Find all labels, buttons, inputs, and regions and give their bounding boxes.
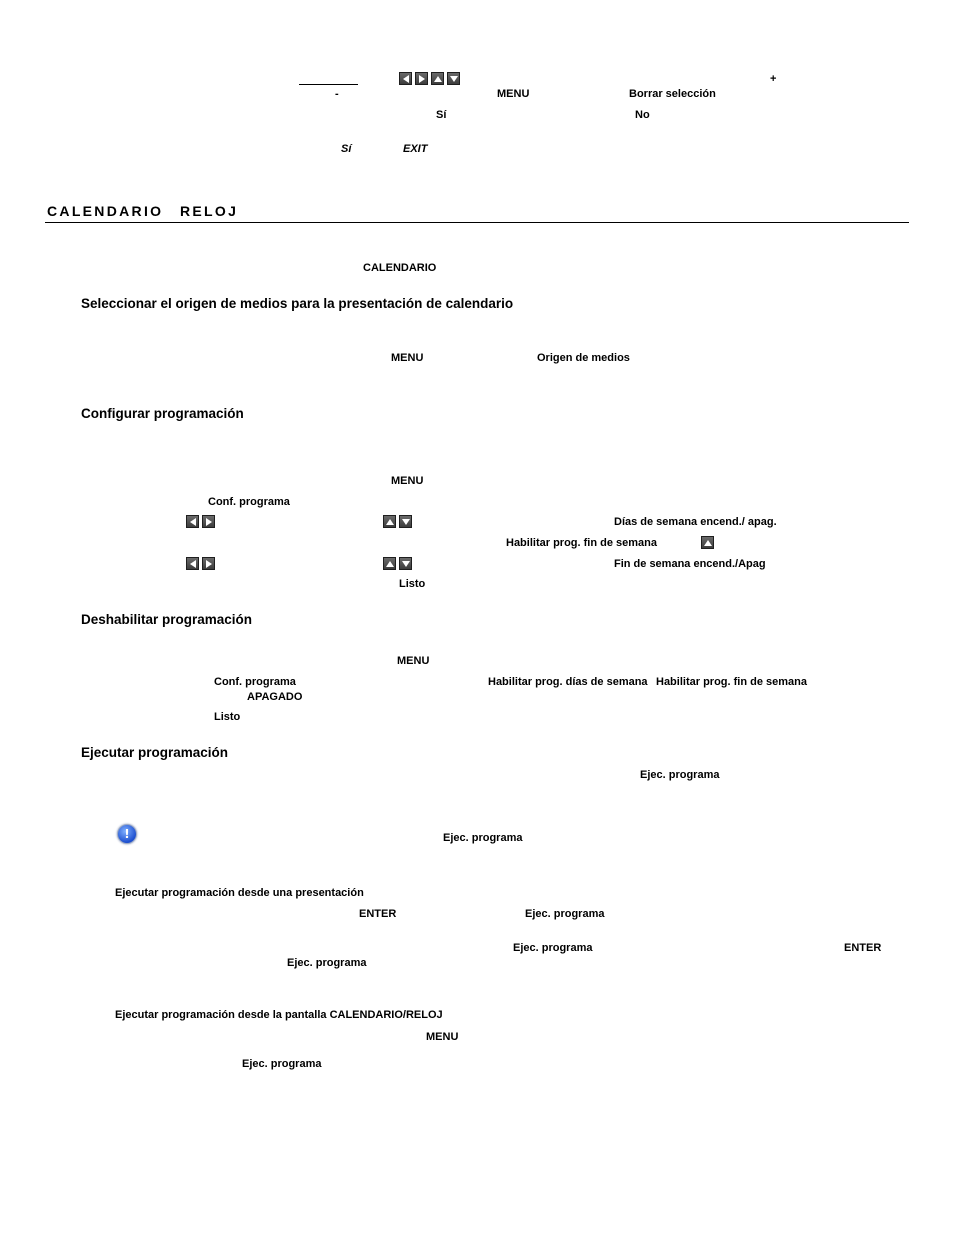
deshabilitar-listo-label: Listo <box>214 711 241 723</box>
arrow-down-icon <box>399 515 412 528</box>
arrow-up-icon <box>383 515 396 528</box>
exit-label: EXIT <box>403 143 428 155</box>
sub1-ejec-programa-a: Ejec. programa <box>525 908 605 920</box>
deshabilitar-habilitar-fin-label: Habilitar prog. fin de semana <box>656 676 807 688</box>
sub1-ejec-programa-c: Ejec. programa <box>287 957 367 969</box>
configurar-conf-programa: Conf. programa <box>208 496 290 508</box>
sub2-ejec-programa: Ejec. programa <box>242 1058 322 1070</box>
arrow-right-icon <box>415 72 428 85</box>
sub2-heading: Ejecutar programación desde la pantalla CALENDARIO/RELOJ <box>115 1009 443 1021</box>
minus-sign: - <box>335 88 339 100</box>
configurar-menu-label: MENU <box>391 475 424 487</box>
deshabilitar-conf-programa: Conf. programa <box>214 676 296 688</box>
habilitar-dias-label: Habilitar prog. días de semana <box>488 676 648 688</box>
borrar-seleccion-label: Borrar selección <box>629 88 716 100</box>
ejecutar-heading: Ejecutar programación <box>81 745 229 760</box>
arrow-down-icon <box>447 72 460 85</box>
habilitar-fin-label: Habilitar prog. fin de semana <box>506 537 657 549</box>
sub1-enter-label: ENTER <box>359 908 397 920</box>
si-label: Sí <box>436 109 447 121</box>
sub1-enter-label-b: ENTER <box>844 942 882 954</box>
section-title-calendario: CALENDARIO <box>47 203 164 219</box>
note-ejec-programa-label: Ejec. programa <box>443 832 523 844</box>
arrow-down-icon <box>399 557 412 570</box>
origen-menu-label: MENU <box>391 352 424 364</box>
arrow-up-icon <box>701 536 714 549</box>
arrow-right-icon <box>202 515 215 528</box>
arrow-left-icon <box>399 72 412 85</box>
arrow-left-icon <box>186 557 199 570</box>
section-title-reloj: RELOJ <box>180 203 239 219</box>
arrow-left-icon <box>186 515 199 528</box>
configurar-listo-label: Listo <box>399 578 426 590</box>
calendario-label: CALENDARIO <box>363 262 437 274</box>
plus-sign: + <box>770 73 777 85</box>
arrow-up-icon <box>431 72 444 85</box>
no-label: No <box>635 109 650 121</box>
sub1-ejec-programa-b: Ejec. programa <box>513 942 593 954</box>
si-italic-label: Sí <box>341 143 352 155</box>
origen-heading: Seleccionar el origen de medios para la presentación de calendario <box>81 296 514 311</box>
sub2-menu-label: MENU <box>426 1031 459 1043</box>
deshabilitar-heading: Deshabilitar programación <box>81 612 253 627</box>
configurar-heading: Configurar programación <box>81 406 244 421</box>
ejec-programa-label: Ejec. programa <box>640 769 720 781</box>
arrow-right-icon <box>202 557 215 570</box>
underline-blank <box>299 84 358 85</box>
section-divider <box>45 222 909 223</box>
info-icon: ! <box>117 824 137 844</box>
origen-de-medios-label: Origen de medios <box>537 352 630 364</box>
dias-semana-label: Días de semana encend./ apag. <box>614 516 777 528</box>
deshabilitar-menu-label: MENU <box>397 655 430 667</box>
arrow-up-icon <box>383 557 396 570</box>
apagado-label: APAGADO <box>247 691 303 703</box>
menu-label: MENU <box>497 88 530 100</box>
sub1-heading: Ejecutar programación desde una presentación <box>115 887 364 899</box>
fin-semana-label: Fin de semana encend./Apag <box>614 558 766 570</box>
